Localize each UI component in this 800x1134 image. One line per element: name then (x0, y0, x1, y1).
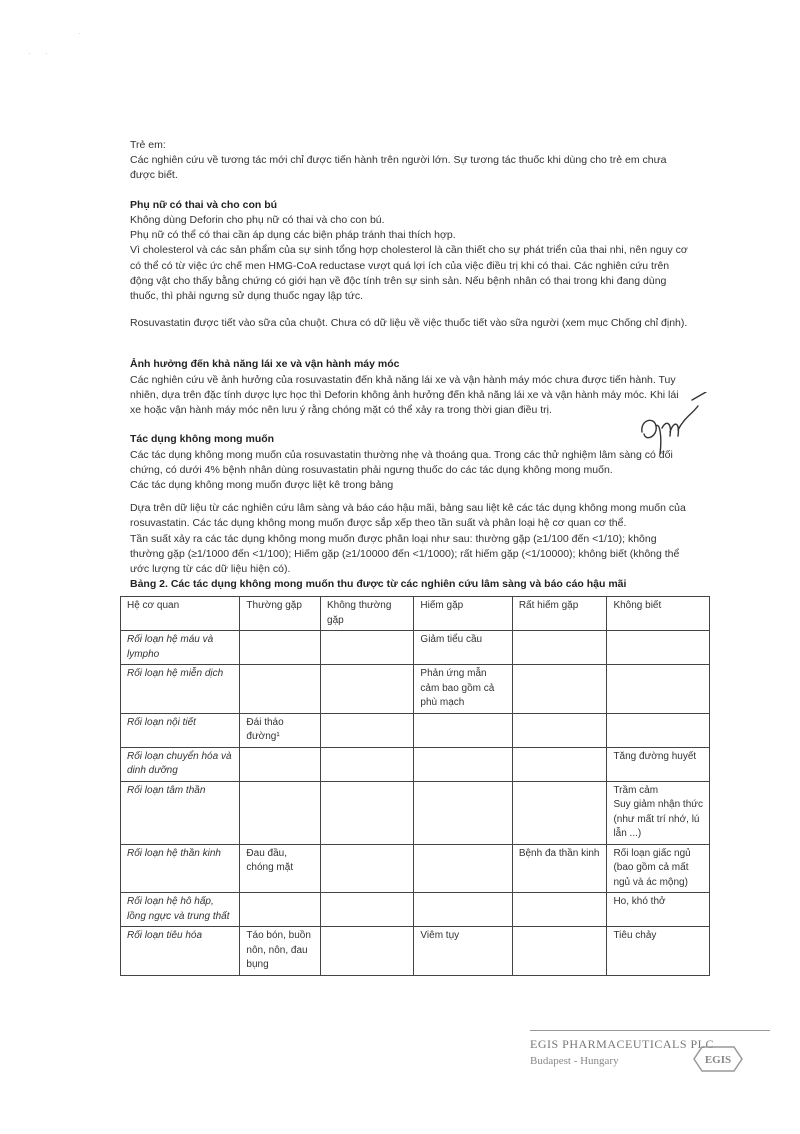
table-cell (321, 747, 414, 781)
table-cell (512, 893, 607, 927)
children-text: Các nghiên cứu về tương tác mới chỉ được tiến hành trên người lớn. Sự tương tác thuốc khi dùng cho trẻ em chưa được biết. (130, 154, 667, 182)
table-cell (512, 713, 607, 747)
table-body (121, 631, 710, 976)
table-row (121, 747, 710, 781)
table-cell (607, 665, 710, 714)
pregnancy-line-2: Phụ nữ có thể có thai cần áp dụng các biện pháp tránh thai thích hợp. (130, 229, 456, 242)
table-cell (512, 781, 607, 844)
organ-system-cell: Rối loạn chuyển hóa và dinh dưỡng (121, 747, 240, 781)
table-cell: Giảm tiểu cầu (414, 631, 512, 665)
organ-system-cell: Rối loạn hệ hô hấp, lồng ngực và trung thất (121, 893, 240, 927)
table-cell (321, 844, 414, 893)
side-effects-line-3: Dựa trên dữ liệu từ các nghiên cứu lâm sàng và báo cáo hậu mãi, bảng sau liệt kê các tác dụng không mong muốn của rosuvastatin. Các tác dụng không mong muốn được sắp xếp theo tần suất và phân loại hệ cơ quan cơ thể. (130, 502, 686, 530)
stamp-company: EGIS PHARMACEUTICALS PLC (530, 1037, 715, 1051)
table-cell (414, 844, 512, 893)
table-cell: Trầm cảm Suy giảm nhận thức (như mất trí nhớ, lú lẫn ...) (607, 781, 710, 844)
table-cell (607, 631, 710, 665)
table-cell: Táo bón, buồn nôn, nôn, đau bụng (240, 927, 321, 976)
table-cell: Tiêu chảy (607, 927, 710, 976)
table-row (121, 893, 710, 927)
pregnancy-line-3: Vì cholesterol và các sản phẩm của sự sinh tổng hợp cholesterol là cần thiết cho sự phát triển của thai nhi, nên nguy cơ có thể có từ việc ức chế men HMG-CoA reductase vượt quá lợi ích của việc điều trị khi có thai. Các nghiên cứu trên động vật cho thấy bằng chứng có giới hạn về độc tính trên sự sinh sản. Nếu bệnh nhân có thai trong khi đang dùng thuốc, thì phải ngưng sử dụng thuốc ngay lập tức. (130, 244, 688, 302)
header-organ-system: Hệ cơ quan (121, 597, 240, 631)
organ-system-cell: Rối loạn hệ miễn dịch (121, 665, 240, 714)
table-cell (240, 781, 321, 844)
pregnancy-line-4: Rosuvastatin được tiết vào sữa của chuột. Chưa có dữ liệu về việc thuốc tiết vào sữa người (xem mục Chống chỉ định). (130, 317, 688, 330)
table-cell (321, 781, 414, 844)
organ-system-cell: Rối loạn hệ máu và lympho (121, 631, 240, 665)
side-effects-line-4: Tần suất xảy ra các tác dụng không mong muốn được phân loại như sau: thường gặp (≥1/100 đến <1/10); không thường gặp (≥1/1000 đến <1/100); Hiếm gặp (≥1/10000 đến <1/1000); rất hiếm gặp (<1/10000); không biết (không thể ước lượng từ các dữ liệu hiện có). (130, 532, 680, 576)
organ-system-cell: Rối loạn hệ thần kinh (121, 844, 240, 893)
table-cell (321, 927, 414, 976)
table-cell: Phản ứng mẫn cảm bao gồm cả phù mạch (414, 665, 512, 714)
table-cell (414, 713, 512, 747)
scan-speck: · (78, 29, 81, 38)
side-effects-line-1: Các tác dụng không mong muốn của rosuvastatin thường nhẹ và thoáng qua. Trong các thử nghiệm lâm sàng có đối chứng, có dưới 4% bệnh nhân dùng rosuvastatin phải ngưng thuốc do các tác dụng không mong muốn. (130, 448, 673, 476)
table-cell (512, 927, 607, 976)
table-cell: Đái tháo đường¹ (240, 713, 321, 747)
table-row (121, 844, 710, 893)
organ-system-cell: Rối loạn nội tiết (121, 713, 240, 747)
table-row (121, 713, 710, 747)
document-body (127, 138, 703, 976)
driving-text: Các nghiên cứu về ảnh hưởng của rosuvastatin đến khả năng lái xe và vận hành máy móc chưa được tiến hành. Tuy nhiên, dựa trên đặc tính dược lực học thì Deforin không ảnh hưởng đến khả năng lái xe và vận hành máy móc. Khi lái xe hoặc vận hành máy móc nên lưu ý rằng chóng mặt có thể xảy ra trong thời gian điều trị. (130, 373, 679, 417)
table-cell: Đau đầu, chóng mặt (240, 844, 321, 893)
table-cell (321, 631, 414, 665)
table-row (121, 781, 710, 844)
egis-logo-icon (688, 1044, 748, 1074)
stamp-city: Budapest - Hungary (530, 1055, 619, 1067)
driving-heading: Ảnh hưởng đến khả năng lái xe và vận hành máy móc (130, 358, 400, 371)
table-row (121, 927, 710, 976)
scan-specks: · · (28, 49, 54, 58)
table-cell (414, 893, 512, 927)
header-uncommon: Không thường gặp (321, 597, 414, 631)
side-effects-heading: Tác dụng không mong muốn (130, 433, 275, 446)
header-rare: Hiếm gặp (414, 597, 512, 631)
pregnancy-heading: Phụ nữ có thai và cho con bú (130, 198, 278, 211)
table-cell (240, 631, 321, 665)
table-cell (321, 665, 414, 714)
table-cell: Rối loạn giấc ngủ (bao gồm cả mất ngủ và ác mộng) (607, 844, 710, 893)
company-stamp (530, 1030, 770, 1086)
table-cell (240, 893, 321, 927)
side-effects-line-2: Các tác dụng không mong muốn được liệt kê trong bảng (130, 478, 394, 491)
header-very-rare: Rất hiếm gặp (512, 597, 607, 631)
pregnancy-line-1: Không dùng Deforin cho phụ nữ có thai và cho con bú. (130, 213, 385, 226)
table-cell: Tăng đường huyết (607, 747, 710, 781)
header-common: Thường gặp (240, 597, 321, 631)
table-cell (607, 713, 710, 747)
table-cell (240, 747, 321, 781)
table-cell (512, 747, 607, 781)
table-cell (414, 747, 512, 781)
table-cell (512, 631, 607, 665)
table-cell: Bệnh đa thần kinh (512, 844, 607, 893)
table-cell (512, 665, 607, 714)
signature-mark (632, 392, 712, 462)
table-cell: Viêm tụy (414, 927, 512, 976)
organ-system-cell: Rối loạn tiêu hóa (121, 927, 240, 976)
svg-text:EGIS: EGIS (704, 1054, 732, 1066)
table-row (121, 665, 710, 714)
header-unknown: Không biết (607, 597, 710, 631)
table-cell (414, 781, 512, 844)
table-title: Bảng 2. Các tác dụng không mong muốn thu được từ các nghiên cứu lâm sàng và báo cáo hậu mãi (130, 578, 627, 591)
table-cell: Ho, khó thở (607, 893, 710, 927)
organ-system-cell: Rối loạn tâm thần (121, 781, 240, 844)
table-cell (321, 713, 414, 747)
table-cell (321, 893, 414, 927)
children-title: Trẻ em: (130, 139, 166, 151)
adverse-effects-table (120, 596, 710, 976)
table-row (121, 631, 710, 665)
table-header-row (121, 597, 710, 631)
table-cell (240, 665, 321, 714)
